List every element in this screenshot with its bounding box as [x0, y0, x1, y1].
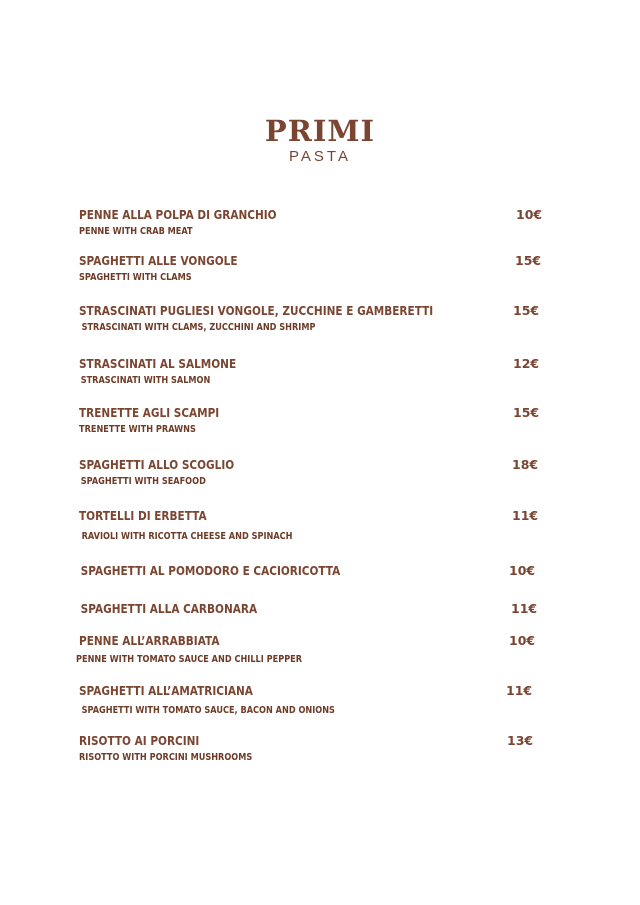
menu-item-description: SPAGHETTI WITH SEAFOOD — [80, 476, 206, 487]
menu-item-name: PENNE ALLA POLPA DI GRANCHIO — [79, 207, 277, 222]
menu-item — [79, 683, 541, 717]
menu-item-price: 18€ — [512, 457, 539, 472]
menu-item-price: 10€ — [516, 207, 543, 222]
menu-item-price: 15€ — [513, 405, 540, 420]
menu-item-name: SPAGHETTI AL POMODORO E CACIORICOTTA — [80, 563, 341, 578]
menu-item — [79, 405, 541, 436]
menu-item-price: 10€ — [509, 633, 536, 648]
menu-item-description: STRASCINATI WITH CLAMS, ZUCCHINI AND SHRIMP — [81, 322, 316, 333]
menu-item-price: 15€ — [515, 253, 542, 268]
menu-item-description: PENNE WITH TOMATO SAUCE AND CHILLI PEPPER — [76, 654, 303, 665]
page-subtitle: PASTA — [289, 148, 351, 165]
menu-item-description: STRASCINATI WITH SALMON — [80, 375, 211, 386]
menu-item — [79, 207, 541, 238]
menu-item — [79, 563, 541, 579]
menu-item-name: SPAGHETTI ALLO SCOGLIO — [79, 457, 235, 472]
menu-item-price: 15€ — [513, 303, 540, 318]
menu-item — [79, 356, 541, 387]
menu-item-price: 11€ — [511, 601, 538, 616]
menu-item-description: TRENETTE WITH PRAWNS — [79, 424, 196, 435]
menu-item-name: SPAGHETTI ALLA CARBONARA — [80, 601, 258, 616]
menu-item-description: SPAGHETTI WITH TOMATO SAUCE, BACON AND ONIONS — [81, 705, 335, 716]
menu-item-description: RISOTTO WITH PORCINI MUSHROOMS — [79, 752, 253, 763]
menu-item-name: RISOTTO AI PORCINI — [79, 733, 200, 748]
menu-item-name: PENNE ALL’ARRABBIATA — [79, 633, 220, 648]
menu-item-name: SPAGHETTI ALLE VONGOLE — [79, 253, 238, 268]
menu-item-price: 11€ — [506, 683, 533, 698]
menu-item-price: 11€ — [512, 508, 539, 523]
menu-item — [79, 733, 541, 764]
menu-item — [79, 601, 541, 617]
menu-item — [79, 253, 541, 284]
menu-item-name: TRENETTE AGLI SCAMPI — [79, 405, 220, 420]
page-title: PRIMI — [264, 114, 376, 148]
menu-item — [76, 633, 541, 666]
menu-item-name: TORTELLI DI ERBETTA — [79, 508, 207, 523]
menu-item — [79, 303, 541, 334]
menu-item-description: RAVIOLI WITH RICOTTA CHEESE AND SPINACH — [81, 531, 293, 542]
menu-item — [79, 508, 541, 543]
menu-item — [79, 457, 541, 488]
menu-item-name: SPAGHETTI ALL’AMATRICIANA — [79, 683, 253, 698]
menu-item-name: STRASCINATI PUGLIESI VONGOLE, ZUCCHINE E GAMBERETTI — [79, 303, 434, 318]
menu-item-description: PENNE WITH CRAB MEAT — [79, 226, 193, 237]
menu-item-price: 12€ — [513, 356, 540, 371]
menu-header — [0, 114, 640, 166]
menu-item-price: 10€ — [509, 563, 536, 578]
menu-item-price: 13€ — [507, 733, 534, 748]
menu-item-description: SPAGHETTI WITH CLAMS — [79, 272, 192, 283]
menu-item-name: STRASCINATI AL SALMONE — [79, 356, 237, 371]
